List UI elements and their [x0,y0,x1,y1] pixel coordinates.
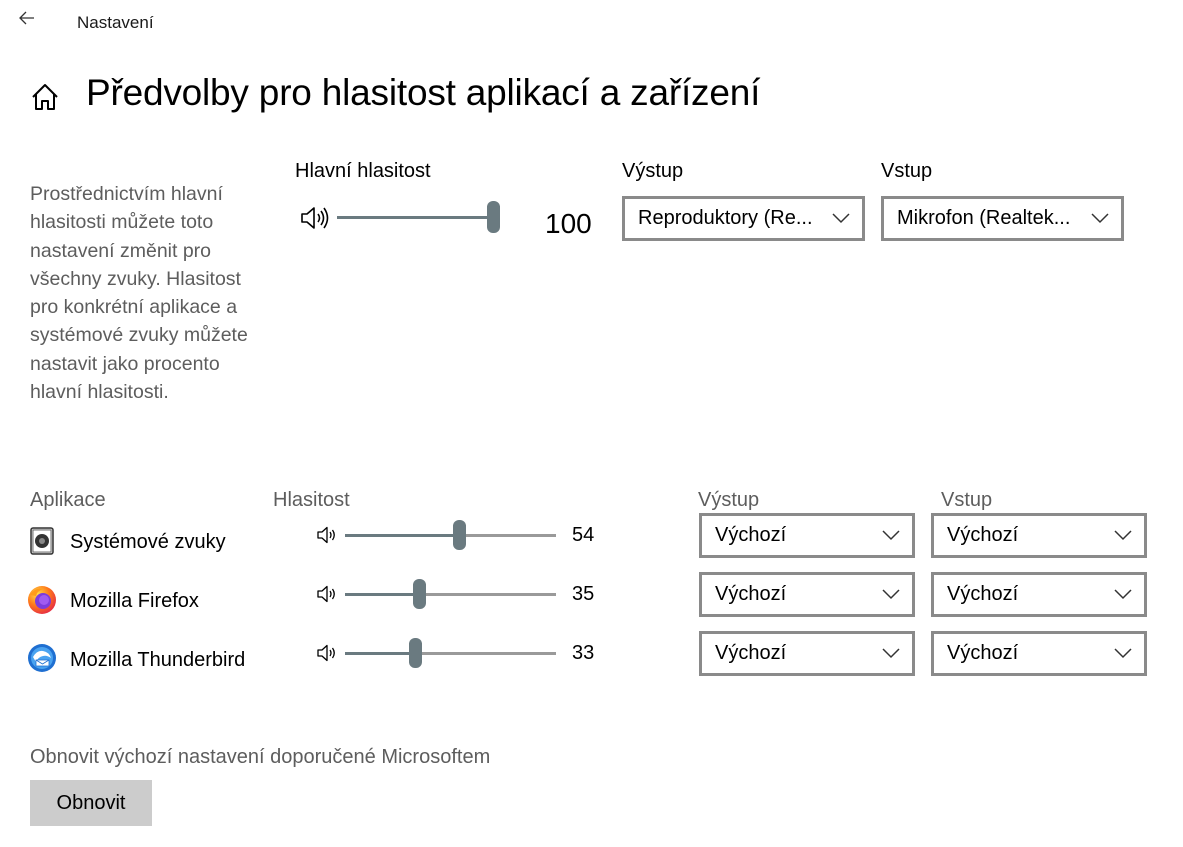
home-icon[interactable] [30,82,60,112]
output-value: Výchozí [715,642,787,664]
chevron-down-icon [1114,589,1132,600]
input-value: Výchozí [947,642,1019,664]
reset-description: Obnovit výchozí nastavení doporučené Microsoftem [30,746,491,768]
master-description: Prostřednictvím hlavní hlasitosti můžete toto nastavení změnit pro všechny zvuky. Hlasitost pro konkrétní aplikace a systémové zvuky můžete nastavit jako procento hlavní hlasitosti. [30,183,248,404]
chevron-down-icon [882,648,900,659]
firefox-icon [27,585,57,615]
master-input-value: Mikrofon (Realtek... [897,207,1071,229]
chevron-down-icon [882,589,900,600]
chevron-down-icon [1091,213,1109,224]
master-output-value: Reproduktory (Re... [638,207,813,229]
output-value: Výchozí [715,524,787,546]
chevron-down-icon [1114,530,1132,541]
volume-value: 33 [572,642,595,664]
volume-slider[interactable] [345,652,556,655]
master-input-label: Vstup [881,160,933,182]
column-header-input: Vstup [941,489,993,511]
master-volume-fill [337,216,493,219]
column-header-output: Výstup [698,489,760,511]
master-output-dropdown[interactable] [622,196,865,241]
chevron-down-icon [1114,648,1132,659]
volume-thumb[interactable] [409,638,422,668]
volume-fill [345,652,415,655]
column-header-app: Aplikace [30,489,106,511]
volume-slider[interactable] [345,534,556,537]
input-dropdown[interactable] [931,631,1147,676]
app-name: Systémové zvuky [70,531,226,553]
app-name: Mozilla Firefox [70,590,199,612]
app-name: Mozilla Thunderbird [70,649,246,671]
output-dropdown[interactable] [699,572,915,617]
column-header-volume: Hlasitost [273,489,350,511]
speaker-icon[interactable] [317,644,339,662]
master-output-label: Výstup [622,160,684,182]
volume-fill [345,534,459,537]
master-volume-label: Hlavní hlasitost [295,160,431,182]
system-sounds-icon [28,526,58,556]
volume-thumb[interactable] [413,579,426,609]
input-dropdown[interactable] [931,513,1147,558]
input-value: Výchozí [947,583,1019,605]
chevron-down-icon [882,530,900,541]
back-arrow-icon[interactable] [16,6,40,30]
master-volume-slider[interactable] [337,216,493,219]
output-dropdown[interactable] [699,631,915,676]
input-value: Výchozí [947,524,1019,546]
chevron-down-icon [832,213,850,224]
speaker-icon[interactable] [317,585,339,603]
input-dropdown[interactable] [931,572,1147,617]
volume-value: 35 [572,583,595,605]
reset-button[interactable]: Obnovit [30,780,152,826]
output-dropdown[interactable] [699,513,915,558]
master-input-dropdown[interactable] [881,196,1124,241]
volume-value: 54 [572,524,595,546]
master-volume-thumb[interactable] [487,201,500,233]
app-title: Nastavení [77,13,154,32]
page-title: Předvolby pro hlasitost aplikací a zařízení [86,72,761,113]
volume-slider[interactable] [345,593,556,596]
speaker-icon[interactable] [300,206,332,230]
volume-thumb[interactable] [453,520,466,550]
thunderbird-icon [27,643,57,673]
volume-fill [345,593,419,596]
master-volume-value: 100 [545,208,592,239]
speaker-icon[interactable] [317,526,339,544]
output-value: Výchozí [715,583,787,605]
